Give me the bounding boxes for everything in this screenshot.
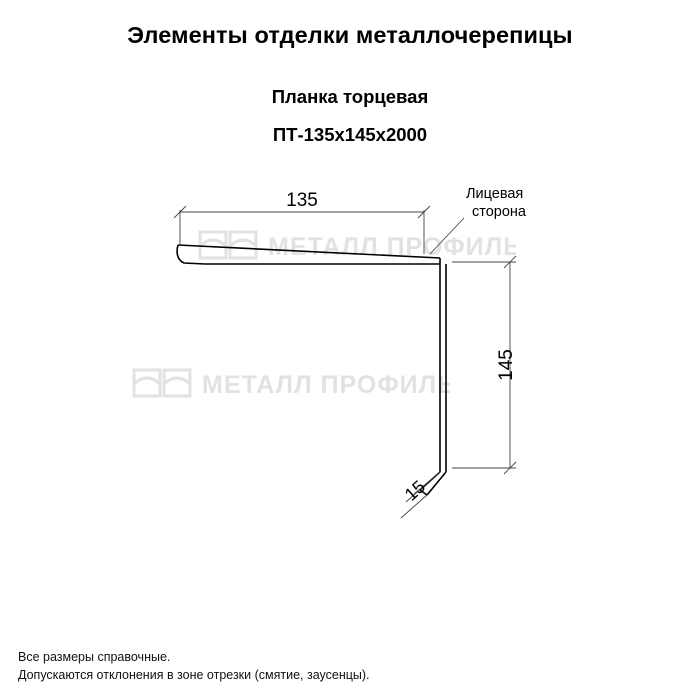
- annotation-face-side-line1: Лицевая: [466, 186, 524, 202]
- svg-text:МЕТАЛЛ ПРОФИЛЬ: МЕТАЛЛ ПРОФИЛЬ: [268, 233, 516, 261]
- product-name: Планка торцевая: [271, 86, 429, 107]
- footer-note: [18, 648, 370, 684]
- footer-line-2: Допускаются отклонения в зоне отрезки (смятие, заусенцы).: [18, 668, 370, 682]
- dimension-label-height: 145: [496, 349, 517, 381]
- dimension-label-width: 135: [286, 190, 318, 211]
- technical-drawing: [0, 150, 700, 550]
- product-code: ПТ-135х145х2000: [272, 124, 428, 145]
- page-title: Элементы отделки металлочерепицы: [127, 22, 573, 48]
- dimension-label-lip: 15: [400, 476, 430, 505]
- svg-text:МЕТАЛЛ ПРОФИЛЬ: МЕТАЛЛ ПРОФИЛЬ: [202, 371, 450, 399]
- annotation-face-side-line2: сторона: [472, 204, 526, 220]
- footer-line-1: Все размеры справочные.: [18, 650, 171, 664]
